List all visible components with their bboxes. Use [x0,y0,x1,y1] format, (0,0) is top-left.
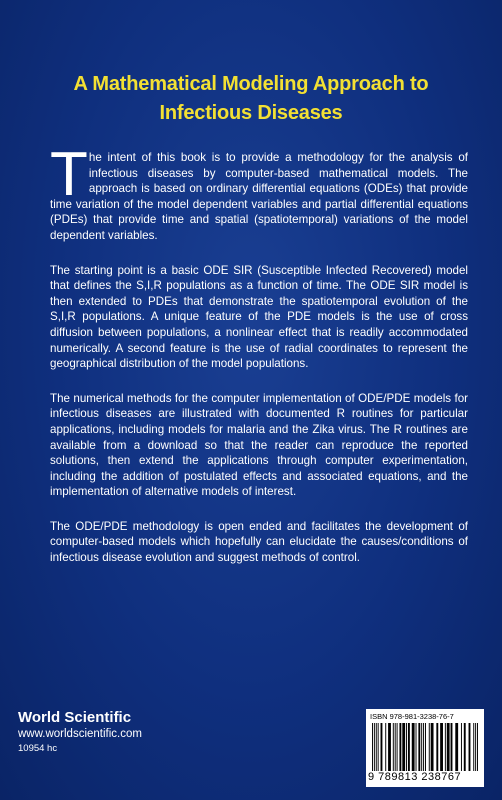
barcode-bar [376,723,377,771]
publisher-url: www.worldscientific.com [18,728,142,740]
paragraph-1-text: he intent of this book is to provide a methodology for the analysis of infectious diseases by computer-based mathematical models. The approach is based on ordinary differential equations (ODEs) that provide time variation of the model dependent variables and partial differential equations (PDEs) that provide time and spatial (spatiotemporal) variations of the model dependent variables. [50,151,468,242]
publisher-name: World Scientific [18,709,132,726]
publisher-code: 10954 hc [18,743,58,754]
barcode-bar [412,723,415,771]
barcode-bar [378,723,379,771]
barcode-bar [436,723,438,771]
barcode-number: 9 789813 238767 [368,771,462,783]
barcode-bar [385,723,386,771]
drop-cap: T [50,140,88,209]
paragraph-4: The ODE/PDE methodology is open ended and facilitates the development of computer-based models which hopefully can elucidate the causes/conditions of infectious disease evolution and suggest methods of control. [50,519,468,565]
barcode-bar [408,723,410,771]
barcode-bar [388,723,391,771]
barcode-bar [402,723,405,771]
barcode-bar [447,723,450,771]
barcode-bar [429,723,430,771]
barcode [366,709,484,787]
barcode-bar [421,723,422,771]
barcode-bar [431,723,434,771]
barcode-bar [399,723,401,771]
barcode-bar [381,723,383,771]
barcode-bar [423,723,424,771]
barcode-bar [372,723,373,771]
isbn-label: ISBN 978-981-3238-76-7 [370,712,454,721]
barcode-bar [455,723,458,771]
barcode-bar [418,723,420,771]
paragraph-2: The starting point is a basic ODE SIR (Susceptible Infected Recovered) model that defines the S,I,R populations as a function of time. The ODE SIR model is then extended to PDEs that demonstrate the spatiotemporal evolution of the S,I,R populations. A unique feature of the PDE models is the use of cross diffusion between populations, a nonlinear effect that is readily accommodated numerically. A second feature is the use of radial coordinates to represent the geographical distribution of the model populations. [50,263,468,371]
barcode-bar [475,723,476,771]
book-title [20,70,482,128]
barcode-bar [416,723,417,771]
barcode-bar [395,723,396,771]
barcode-bar [406,723,407,771]
barcode-bars [372,723,478,771]
title-line-1: A Mathematical Modeling Approach to [73,73,429,95]
paragraph-3: The numerical methods for the computer implementation of ODE/PDE models for infectious diseases are illustrated with documented R routines for particular applications, including models for malaria and the Zika virus. The R routines are available from a download so that the reader can reproduce the reported solutions, then extend the applications through computer experimentation, including the addition of postulated effects and associated equations, and the implementation of alternative models of interest. [50,391,468,499]
barcode-bar [461,723,462,771]
barcode-bar [397,723,398,771]
barcode-bar [451,723,453,771]
barcode-bar [440,723,443,771]
barcode-bar [477,723,478,771]
publisher-block [18,709,142,756]
paragraph-1 [50,140,468,244]
barcode-bar [393,723,394,771]
barcode-bar [464,723,466,771]
barcode-bar [473,723,474,771]
title-line-2: Infectious Diseases [159,102,343,124]
blurb [50,140,468,585]
barcode-bar [445,723,446,771]
barcode-bar [374,723,375,771]
barcode-bar [469,723,471,771]
barcode-bar [425,723,426,771]
